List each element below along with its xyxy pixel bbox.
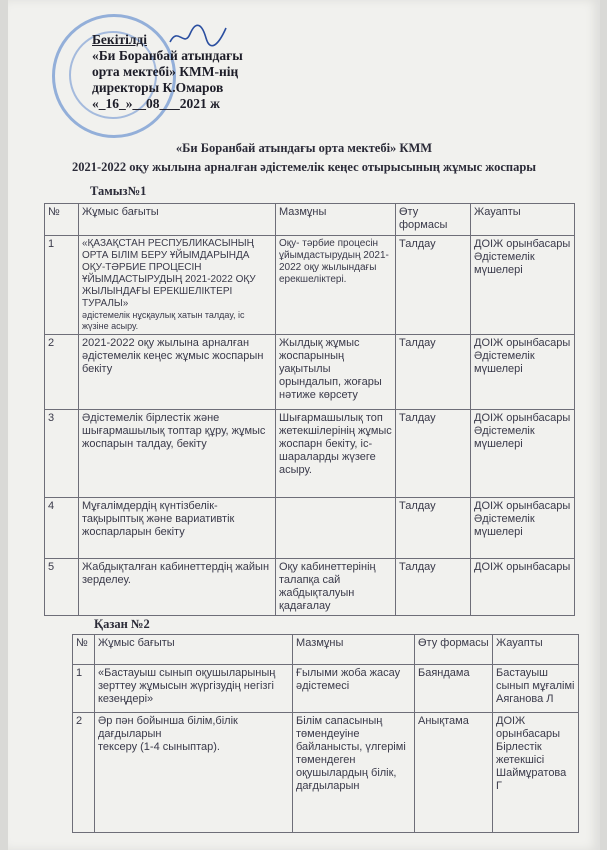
table-header-row — [73, 635, 579, 665]
col-number: № — [73, 635, 95, 665]
col-responsible: Жауапты — [471, 204, 575, 236]
row-number: 3 — [45, 410, 79, 498]
row-number: 1 — [73, 665, 95, 713]
table-row — [45, 498, 575, 559]
col-content: Мазмұны — [276, 204, 396, 236]
table-row — [45, 410, 575, 498]
section2-label: Қазан №2 — [94, 617, 150, 631]
row-content — [276, 498, 396, 559]
table-row — [73, 665, 579, 713]
row-direction-note: тексеру (1-4 сыныптар). — [98, 741, 220, 753]
row-form: Талдау — [396, 236, 471, 335]
row-number: 4 — [45, 498, 79, 559]
row-content: Білім сапасының төмендеуіне байланысты, үлгерімі төмендеген оқушылардың білік, дағдыларын — [293, 713, 415, 833]
col-direction: Жұмыс бағыты — [95, 635, 293, 665]
row-direction-note: әдістемелік нұсқаулық хатын талдау, іс жүзіне асыру. — [82, 310, 245, 331]
section1-table — [44, 203, 575, 616]
row-content: Оқу- тәрбие процесін ұйымдастырудың 2021-2022 оқу жылындағы ерекшеліктері. — [276, 236, 396, 335]
approval-date: «_16_»__08___2021 ж — [92, 96, 220, 111]
row-direction — [95, 713, 293, 833]
col-form: Өту формасы — [415, 635, 493, 665]
row-responsible: Бастауыш сынып мұғалімі Аяганова Л — [493, 665, 579, 713]
table-row — [73, 713, 579, 833]
table-row — [45, 559, 575, 616]
row-form: Талдау — [396, 559, 471, 616]
section2-table — [72, 634, 579, 833]
col-direction: Жұмыс бағыты — [79, 204, 276, 236]
row-direction: «Бастауыш сынып оқушыларының зерттеу жұмысын жүргізудің негізгі кезеңдері» — [95, 665, 293, 713]
row-direction-main: «ҚАЗАҚСТАН РЕСПУБЛИКАСЫНЫҢ ОРТА БІЛІМ БЕРУ ҰЙЫМДАРЫНДА ОҚУ-ТӘРБИЕ ПРОЦЕСІН ҰЙЫМДАСТЫРУДЫҢ 2021-2022 ОҚУ ЖЫЛЫНДАҒЫ ЕРЕКШЕЛІКТЕРІ ТУРАЛЫ» — [82, 238, 256, 309]
row-direction: Әдістемелік бірлестік және шығармашылық топтар құру, жұмыс жоспарын талдау, бекіту — [79, 410, 276, 498]
row-responsible: ДОІЖ орынбасары Әдістемелік мүшелері — [471, 236, 575, 335]
row-direction: Жабдықталған кабинеттердің жайын зерделеу. — [79, 559, 276, 616]
row-responsible: ДОІЖ орынбасары Әдістемелік мүшелері — [471, 410, 575, 498]
document-page — [8, 0, 600, 850]
row-form: Анықтама — [415, 713, 493, 833]
school-title: «Би Боранбай атындағы орта мектебі» КММ — [175, 141, 433, 155]
row-number: 2 — [45, 335, 79, 410]
row-number: 2 — [73, 713, 95, 833]
row-direction: 2021-2022 оқу жылына арналған әдістемелік кеңес жұмыс жоспарын бекіту — [79, 335, 276, 410]
row-direction — [79, 236, 276, 335]
section1-label: Тамыз№1 — [90, 184, 147, 198]
table-row — [45, 335, 575, 410]
approval-school-line2: орта мектебі» КММ-нің — [92, 64, 239, 79]
row-form: Баяндама — [415, 665, 493, 713]
row-form: Талдау — [396, 498, 471, 559]
row-responsible: ДОІЖ орынбасары Бірлестік жетекшісі Шаймұратова Г — [493, 713, 579, 833]
row-responsible: ДОІЖ орынбасары — [471, 559, 575, 616]
row-direction-main: Әр пән бойынша білім,білік дағдыларын — [98, 715, 238, 740]
approval-director: директоры К.Омаров — [92, 80, 224, 95]
approval-school-line1: «Би Боранбай атындағы — [92, 48, 243, 63]
plan-title: 2021-2022 оқу жылына арналған әдістемелік кеңес отырысының жұмыс жоспары — [71, 160, 537, 174]
row-form: Талдау — [396, 410, 471, 498]
row-content: Ғылыми жоба жасау әдістемесі — [293, 665, 415, 713]
table-row — [45, 236, 575, 335]
approval-block — [92, 32, 292, 112]
col-content: Мазмұны — [293, 635, 415, 665]
approval-approved: Бекітілді — [92, 32, 147, 47]
row-responsible: ДОІЖ орынбасары Әдістемелік мүшелері — [471, 498, 575, 559]
col-responsible: Жауапты — [493, 635, 579, 665]
row-content: Шығармашылық топ жетекшілерінің жұмыс жоспарн бекіту, іс-шараларды жүзеге асыру. — [276, 410, 396, 498]
row-responsible: ДОІЖ орынбасары Әдістемелік мүшелері — [471, 335, 575, 410]
row-content: Жылдық жұмыс жоспарының уақытылы орындалып, жоғары нәтиже көрсету — [276, 335, 396, 410]
col-number: № — [45, 204, 79, 236]
row-form: Талдау — [396, 335, 471, 410]
table-header-row — [45, 204, 575, 236]
row-number: 1 — [45, 236, 79, 335]
row-number: 5 — [45, 559, 79, 616]
row-direction: Мұғалімдердің күнтізбелік-тақырыптық және вариативтік жоспарларын бекіту — [79, 498, 276, 559]
row-content: Оқу кабинеттерінің талапқа сай жабдықталуын қадағалау — [276, 559, 396, 616]
col-form: Өту формасы — [396, 204, 471, 236]
